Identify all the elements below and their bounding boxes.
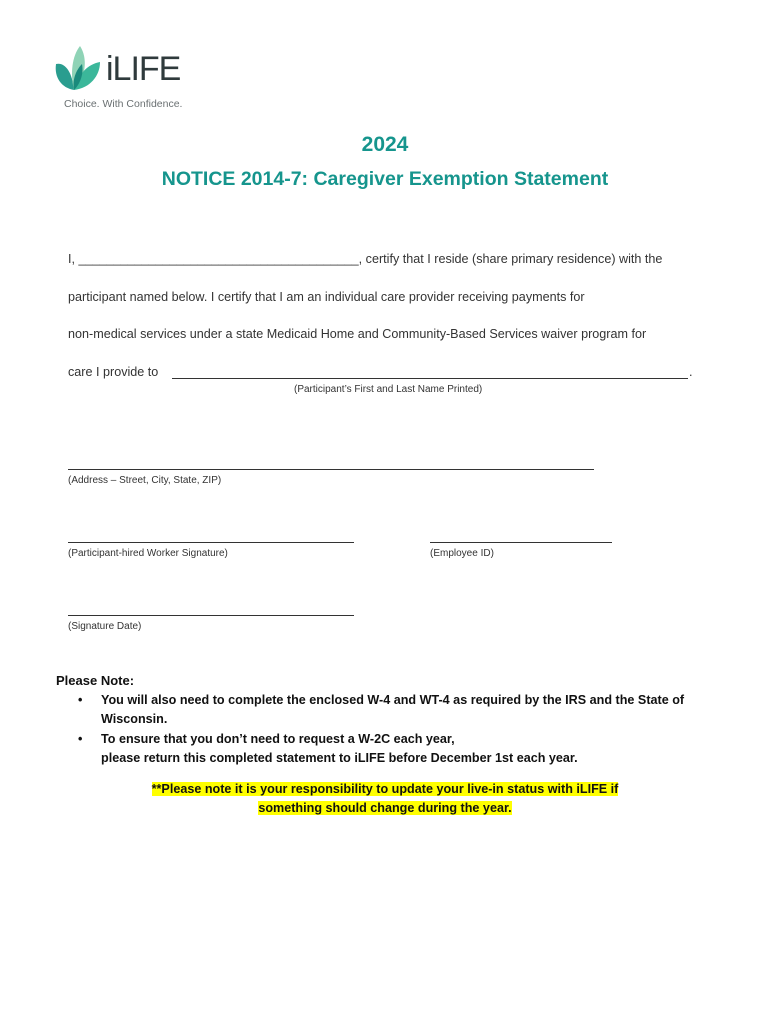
highlight-line-2-wrap <box>0 801 770 815</box>
document-title: NOTICE 2014-7: Caregiver Exemption Statement <box>161 168 609 190</box>
logo-tagline: Choice. With Confidence. <box>64 98 183 110</box>
signature-caption: (Participant-hired Worker Signature) <box>68 548 228 559</box>
bullet-2-line-2: please return this completed statement to iLIFE before December 1st each year. <box>101 751 578 765</box>
address-line[interactable] <box>68 469 594 470</box>
highlight-line-1-wrap <box>0 782 770 796</box>
caregiver-name-blank[interactable]: ________________________________________ <box>78 252 359 266</box>
statement-line-4 <box>68 365 158 379</box>
bullet-1-line-2: Wisconsin. <box>101 712 168 726</box>
statement-line-3: non-medical services under a state Medicaid Home and Community-Based Services waiver program for <box>68 327 647 341</box>
participant-name-line[interactable] <box>172 378 688 379</box>
statement-line-2: participant named below. I certify that I am an individual care provider receiving payments for <box>68 290 585 304</box>
employee-id-line[interactable] <box>430 542 612 543</box>
statement-line-1-start: I, <box>68 252 79 266</box>
participant-name-caption: (Participant’s First and Last Name Printed) <box>294 384 483 395</box>
bullet-2-line-1: To ensure that you don’t need to request a W-2C each year, <box>101 732 455 746</box>
statement-line-1-end: , certify that I reside (share primary residence) with the <box>358 252 663 266</box>
bullet-1-marker: • <box>78 693 83 707</box>
signature-line[interactable] <box>68 542 354 543</box>
statement-line-1 <box>68 252 662 266</box>
document-year: 2024 <box>361 133 409 156</box>
signature-date-caption: (Signature Date) <box>68 621 142 632</box>
employee-id-caption: (Employee ID) <box>430 548 494 559</box>
ilife-logo <box>50 44 200 114</box>
highlight-line-1: **Please note it is your responsibility to update your live-in status with iLIFE if <box>151 782 619 796</box>
bullet-2-marker: • <box>78 732 83 746</box>
address-caption: (Address – Street, City, State, ZIP) <box>68 475 222 486</box>
statement-line-4-start: care I provide to <box>68 365 159 379</box>
logo-wordmark: iLIFE <box>106 50 181 88</box>
note-heading: Please Note: <box>56 673 135 688</box>
signature-date-line[interactable] <box>68 615 354 616</box>
leaf-logo-icon <box>50 44 102 92</box>
highlight-line-2: something should change during the year. <box>258 801 512 815</box>
bullet-1-line-1: You will also need to complete the enclosed W-4 and WT-4 as required by the IRS and the State of <box>101 693 685 707</box>
statement-line-4-end: . <box>689 365 693 379</box>
